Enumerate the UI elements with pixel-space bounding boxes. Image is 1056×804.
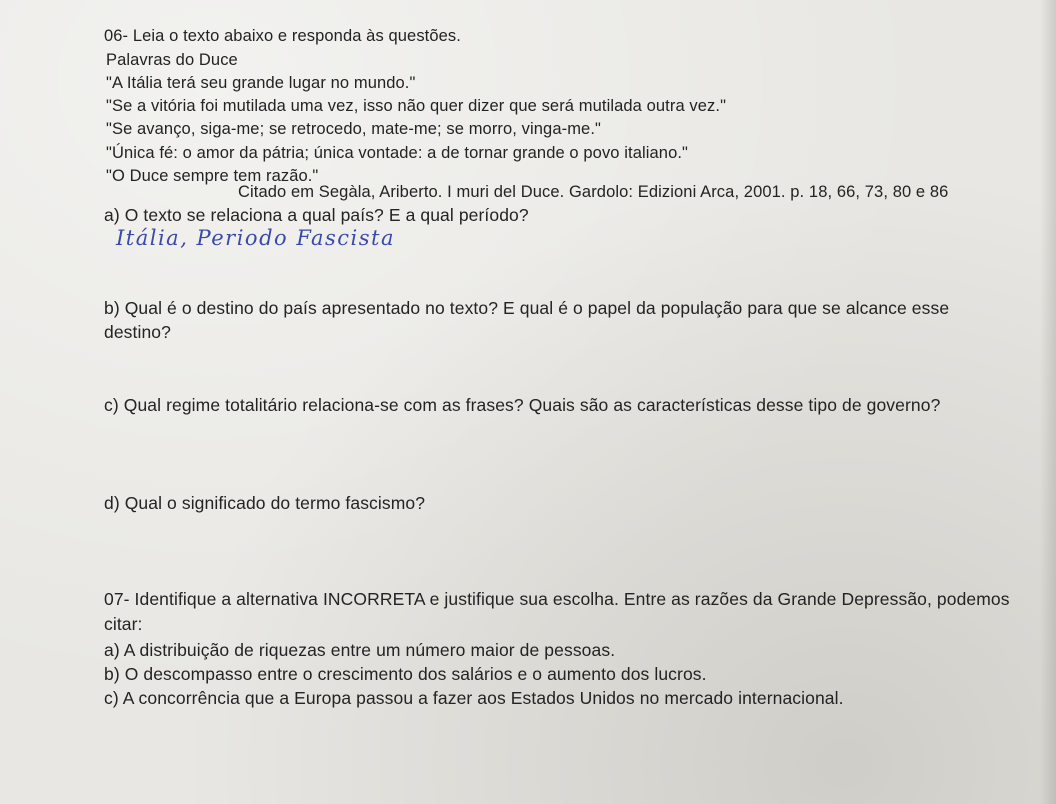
question-6a: a) O texto se relaciona a qual país? E a qual período? — [104, 205, 529, 225]
q07-heading-line1: 07- Identifique a alternativa INCORRETA e justifique sua escolha. Entre as razões da Grande Depressão, podemos — [104, 589, 1010, 609]
page-fold-shadow — [1040, 0, 1056, 804]
q07-heading-line2: citar: — [104, 614, 143, 634]
question-6c: c) Qual regime totalitário relaciona-se com as frases? Quais são as características desse tipo de governo? — [104, 395, 941, 415]
q07-option-a: a) A distribuição de riquezas entre um número maior de pessoas. — [104, 640, 616, 660]
q06-heading: 06- Leia o texto abaixo e responda às questões. — [104, 27, 461, 45]
handwritten-answer-6a: Itália, Periodo Fascista — [116, 226, 395, 250]
question-6d: d) Qual o significado do termo fascismo? — [104, 493, 426, 513]
quote-5: "O Duce sempre tem razão." — [106, 167, 319, 185]
q07-option-c: c) A concorrência que a Europa passou a fazer aos Estados Unidos no mercado internacional. — [104, 688, 844, 708]
question-6b-line2: destino? — [104, 322, 171, 342]
quote-1: "A Itália terá seu grande lugar no mundo." — [106, 74, 416, 92]
citation: Citado em Segàla, Ariberto. I muri del Duce. Gardolo: Edizioni Arca, 2001. p. 18, 66, 73, 80 e 86 — [238, 183, 949, 201]
quote-2: "Se a vitória foi mutilada uma vez, isso não quer dizer que será mutilada outra vez." — [106, 97, 727, 115]
source-title: Palavras do Duce — [106, 51, 238, 69]
q07-option-b: b) O descompasso entre o crescimento dos salários e o aumento dos lucros. — [104, 664, 707, 684]
quote-3: "Se avanço, siga-me; se retrocedo, mate-me; se morro, vinga-me." — [106, 120, 601, 138]
question-6b-line1: b) Qual é o destino do país apresentado no texto? E qual é o papel da população para que se alcance esse — [104, 298, 950, 318]
quote-4: "Única fé: o amor da pátria; única vontade: a de tornar grande o povo italiano." — [106, 144, 688, 162]
